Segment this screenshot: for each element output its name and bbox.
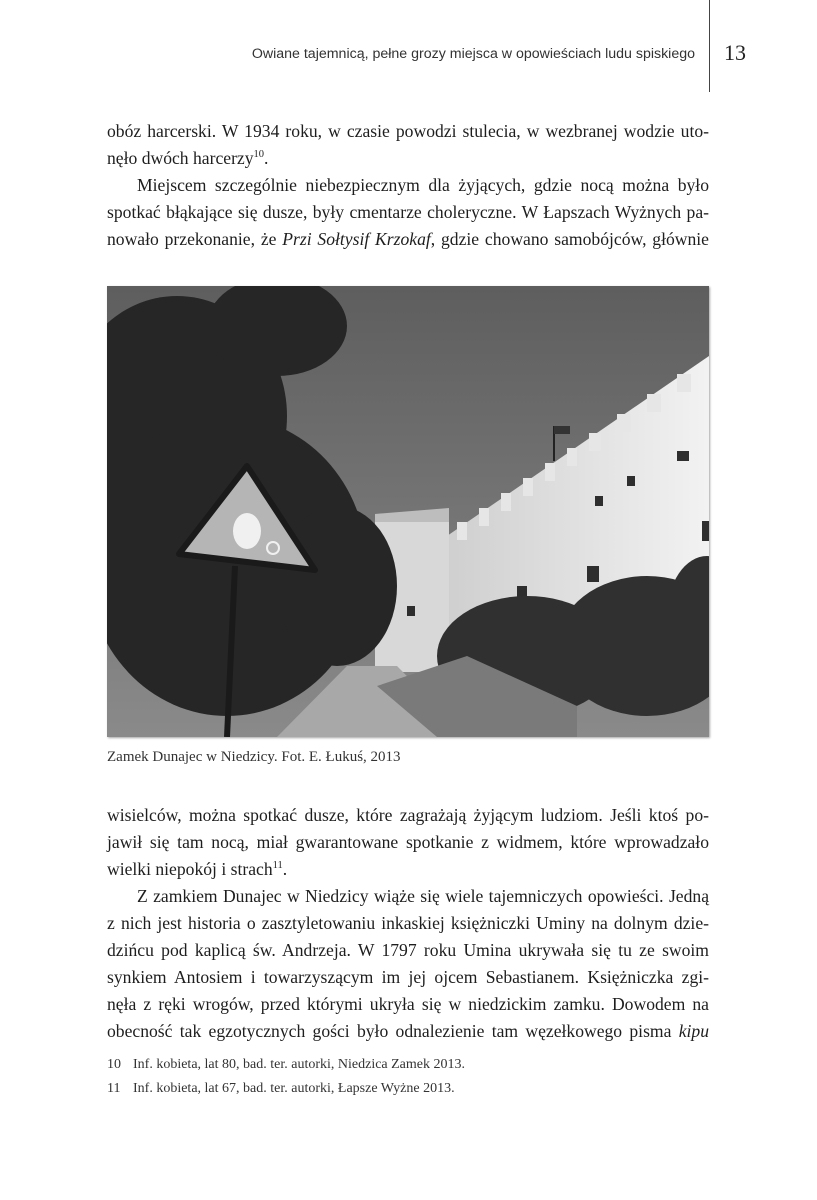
paragraph xyxy=(107,802,709,883)
footnote-number: 11 xyxy=(107,1081,121,1096)
text-line: nęła z ręki wrogów, przed którymi ukryła się w niedzickim zamku. Dowodem na xyxy=(107,994,709,1014)
text-span: wielki niepokój i strach xyxy=(107,859,273,879)
body-text-bottom xyxy=(107,802,709,1045)
footnote-text: Inf. kobieta, lat 80, bad. ter. autorki, Niedzica Zamek 2013. xyxy=(133,1057,466,1072)
text-span: nowało przekonanie, że xyxy=(107,229,283,249)
text-line: Z zamkiem Dunajec w Niedzicy wiąże się wiele tajemniczych opowieści. Jedną xyxy=(137,886,709,906)
text-line: jawił się tam nocą, miał gwarantowane spotkanie z widmem, które wprowadzało xyxy=(107,832,709,852)
footnote-ref[interactable]: 11 xyxy=(272,860,283,872)
castle-photo-illustration xyxy=(107,286,709,737)
italic-term: kipu xyxy=(678,1021,709,1041)
running-head-title: Owiane tajemnicą, pełne grozy miejsca w opowieściach ludu spiskiego xyxy=(251,46,695,62)
page-number: 13 xyxy=(724,40,746,65)
text-line xyxy=(107,1018,709,1045)
text-span: . xyxy=(264,148,269,168)
text-line: synkiem Antosiem i towarzyszącym im jej ojcem Sebastianem. Księżniczka zgi- xyxy=(107,967,709,987)
text-span: obecność tak egzotycznych gości było odnalezienie tam węzełkowego pisma xyxy=(107,1021,679,1041)
italic-term: Przi Sołtysif Krzokaf xyxy=(282,229,431,249)
footnote xyxy=(107,1053,465,1077)
text-line xyxy=(107,145,709,172)
text-line: dzińcu pod kaplicą św. Andrzeja. W 1797 roku Umina ukrywała się tu ze swoim xyxy=(107,940,709,960)
body-text-top xyxy=(107,118,709,253)
paragraph xyxy=(107,883,709,1045)
footnotes xyxy=(107,1053,465,1101)
text-line: obóz harcerski. W 1934 roku, w czasie powodzi stulecia, w wezbranej wodzie uto- xyxy=(107,121,709,141)
text-line: Miejscem szczególnie niebezpiecznym dla żyjących, gdzie nocą można było xyxy=(137,175,709,195)
text-line: z nich jest historia o zasztyletowaniu inkaskiej księżniczki Uminy na dolnym dzie- xyxy=(107,913,709,933)
text-span: . xyxy=(282,859,288,879)
text-line: wisielców, można spotkać dusze, które zagrażają żyjącym ludziom. Jeśli ktoś po- xyxy=(107,805,709,825)
text-span: nęło dwóch harcerzy xyxy=(107,148,254,168)
header-divider xyxy=(709,0,710,92)
castle-photo xyxy=(107,286,709,737)
text-span: , gdzie chowano samobójców, głównie xyxy=(430,229,709,249)
text-line xyxy=(107,856,709,883)
footnote xyxy=(107,1077,465,1101)
text-line: spotkać błąkające się dusze, były cmentarze choleryczne. W Łapszach Wyżnych pa- xyxy=(107,202,709,222)
footnote-text: Inf. kobieta, lat 67, bad. ter. autorki, Łapsze Wyżne 2013. xyxy=(133,1081,455,1096)
footnote-number: 10 xyxy=(107,1057,121,1072)
footnote-ref[interactable]: 10 xyxy=(253,149,265,161)
figure-caption: Zamek Dunajec w Niedzicy. Fot. E. Łukuś, 2013 xyxy=(107,749,401,765)
text-line xyxy=(107,226,709,253)
paragraph xyxy=(107,118,709,172)
paragraph xyxy=(107,172,709,253)
